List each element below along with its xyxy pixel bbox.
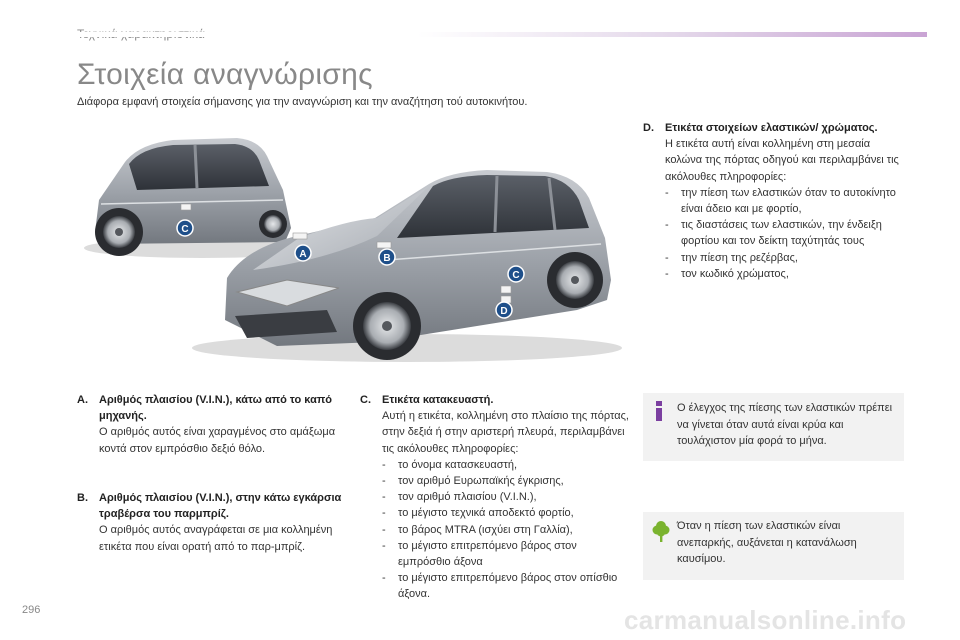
item-a-heading: Αριθμός πλαισίου (V.I.N.), κάτω από το καπό μηχανής. <box>99 394 332 423</box>
item-d-text: Η ετικέτα αυτή είναι κολλημένη στη μεσαία κολώνα της πόρτας οδηγού και περιλαμβάνει τις ακόλουθες πληροφορίες: <box>665 138 899 183</box>
eco-note <box>643 512 904 580</box>
list-item: - το όνομα κατασκευαστή, <box>382 457 632 473</box>
page-subtitle: Διάφορα εμφανή στοιχεία σήμανσης για την αναγνώριση και την αναζήτηση τού αυτοκινήτου. <box>77 96 528 108</box>
item-d-letter: D. <box>643 122 654 134</box>
page-title: Στοιχεία αναγνώρισης <box>77 58 373 91</box>
list-item: - το μέγιστο επιτρεπόμενο βάρος στον εμπρόσθιο άξονα <box>382 538 632 570</box>
list-item: - την πίεση των ελαστικών όταν το αυτοκίνητο είναι άδειο και με φορτίο, <box>665 185 908 217</box>
marker-a <box>295 245 311 261</box>
list-item: - το μέγιστο επιτρεπόμενο βάρος στον οπίσθιο άξονα. <box>382 570 632 602</box>
item-a <box>77 392 347 457</box>
item-c-text: Αυτή η ετικέτα, κολλημένη στο πλαίσιο της πόρτας, στην δεξιά ή στην αριστερή πλευρά, περιλαμβάνει τις ακόλουθες πληροφορίες: <box>382 410 629 455</box>
info-note-text: Ο έλεγχος της πίεσης των ελαστικών πρέπει να γίνεται όταν αυτά είναι κρύα και τουλάχιστον μία φορά το μήνα. <box>677 402 893 447</box>
list-item: - το μέγιστο τεχνικά αποδεκτό φορτίο, <box>382 505 632 521</box>
marker-b <box>379 249 395 265</box>
watermark: carmanualsonline.info <box>624 605 907 635</box>
svg-text:A: A <box>299 249 307 260</box>
info-icon <box>652 401 666 421</box>
item-b-text: Ο αριθμός αυτός αναγράφεται σε μια κολλημένη ετικέτα που είναι ορατή από το παρ-μπρίζ. <box>99 524 333 553</box>
marker-d <box>496 302 512 318</box>
list-item: - το βάρος MTRA (ισχύει στη Γαλλία), <box>382 522 632 538</box>
list-item: - τον αριθμό πλαισίου (V.I.N.), <box>382 489 632 505</box>
svg-text:C: C <box>181 224 189 235</box>
item-c-heading: Ετικέτα κατακευαστή. <box>382 394 494 406</box>
marker-c-front <box>508 266 524 282</box>
marker-c-rear <box>177 220 193 236</box>
item-b-heading: Αριθμός πλαισίου (V.I.N.), στην κάτω εγκάρσια τραβέρσα του παρμπρίζ. <box>99 492 342 521</box>
item-d <box>643 120 908 282</box>
eco-note-text: Όταν η πίεση των ελαστικών είναι ανεπαρκής, αυξάνεται η κατανάλωση καυσίμου. <box>677 520 857 565</box>
info-note <box>643 393 904 461</box>
list-item: - τον κωδικό χρώματος, <box>665 266 908 282</box>
list-item: - τον αριθμό Ευρωπαϊκής έγκρισης, <box>382 473 632 489</box>
item-a-letter: A. <box>77 394 88 406</box>
item-c-letter: C. <box>360 394 371 406</box>
item-b <box>77 490 347 555</box>
item-b-letter: B. <box>77 492 88 504</box>
item-a-text: Ο αριθμός αυτός είναι χαραγμένος στο αμάξωμα κοντά στον εμπρόσθιο δεξιό θόλο. <box>99 426 336 455</box>
header-rule <box>77 32 927 37</box>
item-d-list <box>643 185 908 282</box>
item-c-list <box>360 457 632 603</box>
page-number: 296 <box>22 604 41 616</box>
item-d-heading: Ετικέτα στοιχείων ελαστικών/ χρώματος. <box>665 122 878 134</box>
item-c <box>360 392 632 603</box>
list-item: - την πίεση της ρεζέρβας, <box>665 250 908 266</box>
svg-text:C: C <box>512 270 520 281</box>
car-illustration <box>77 120 628 380</box>
svg-text:B: B <box>383 253 391 264</box>
svg-text:D: D <box>500 306 508 317</box>
eco-tree-icon <box>652 520 670 542</box>
list-item: - τις διαστάσεις των ελαστικών, την ένδειξη φορτίου και τον δείκτη ταχύτητάς τους <box>665 217 908 249</box>
